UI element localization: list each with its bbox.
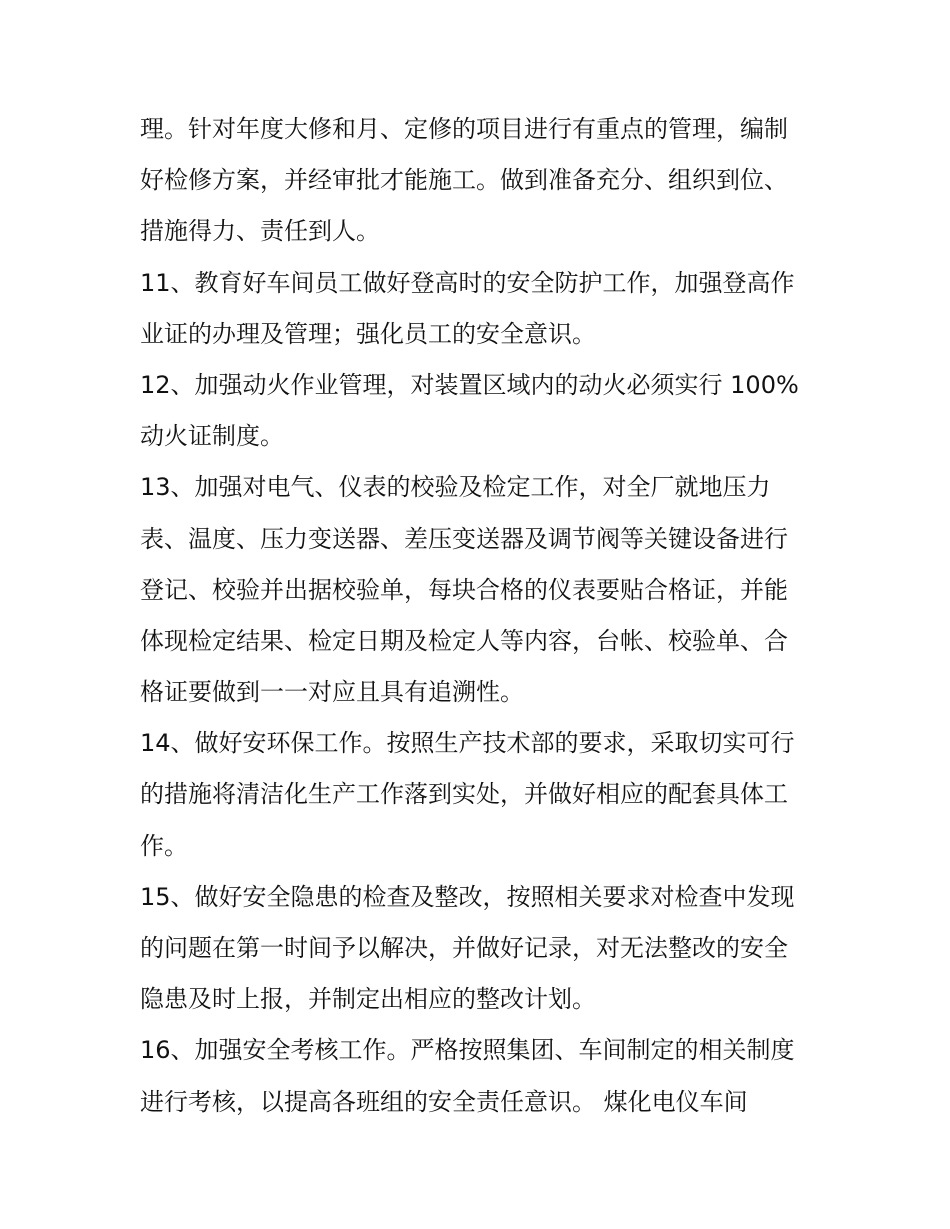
text-line: 表、温度、压力变送器、差压变送器及调节阀等关键设备进行	[140, 524, 788, 553]
text-line: 13、加强对电气、仪表的校验及检定工作，对全厂就地压力	[140, 473, 771, 502]
text-line: 作。	[140, 831, 188, 860]
text-line: 11、教育好车间员工做好登高时的安全防护工作，加强登高作	[140, 268, 795, 297]
text-line: 16、加强安全考核工作。严格按照集团、车间制定的相关制度	[140, 1036, 795, 1065]
text-line: 12、加强动火作业管理，对装置区域内的动火必须实行 100%	[140, 370, 799, 399]
text-line: 15、做好安全隐患的检查及整改，按照相关要求对检查中发现	[140, 882, 795, 911]
text-line: 14、做好安环保工作。按照生产技术部的要求，采取切实可行	[140, 729, 795, 758]
paragraph-item-12	[140, 360, 820, 462]
text-line: 动火证制度。	[140, 422, 284, 451]
text-line: 格证要做到一一对应且具有追溯性。	[140, 678, 524, 707]
text-line: 登记、校验并出据校验单，每块合格的仪表要贴合格证，并能	[140, 575, 788, 604]
paragraph-continuation	[140, 104, 820, 258]
document-body	[140, 104, 820, 1128]
paragraph-item-15	[140, 872, 820, 1026]
text-line: 措施得力、责任到人。	[140, 217, 380, 246]
paragraph-item-16	[140, 1025, 820, 1127]
paragraph-item-11	[140, 258, 820, 360]
text-line: 业证的办理及管理；强化员工的安全意识。	[140, 319, 596, 348]
text-line: 的措施将清洁化生产工作落到实处，并做好相应的配套具体工	[140, 780, 788, 809]
paragraph-item-13	[140, 462, 820, 718]
paragraph-item-14	[140, 718, 820, 872]
text-line: 体现检定结果、检定日期及检定人等内容，台帐、校验单、合	[140, 626, 788, 655]
text-line: 理。针对年度大修和月、定修的项目进行有重点的管理，编制	[140, 115, 788, 143]
text-line: 隐患及时上报，并制定出相应的整改计划。	[140, 985, 596, 1014]
text-line: 好检修方案，并经审批才能施工。做到准备充分、组织到位、	[140, 166, 788, 195]
text-line: 进行考核，以提高各班组的安全责任意识。 煤化电仪车间	[140, 1087, 748, 1116]
text-line: 的问题在第一时间予以解决，并做好记录，对无法整改的安全	[140, 934, 788, 962]
